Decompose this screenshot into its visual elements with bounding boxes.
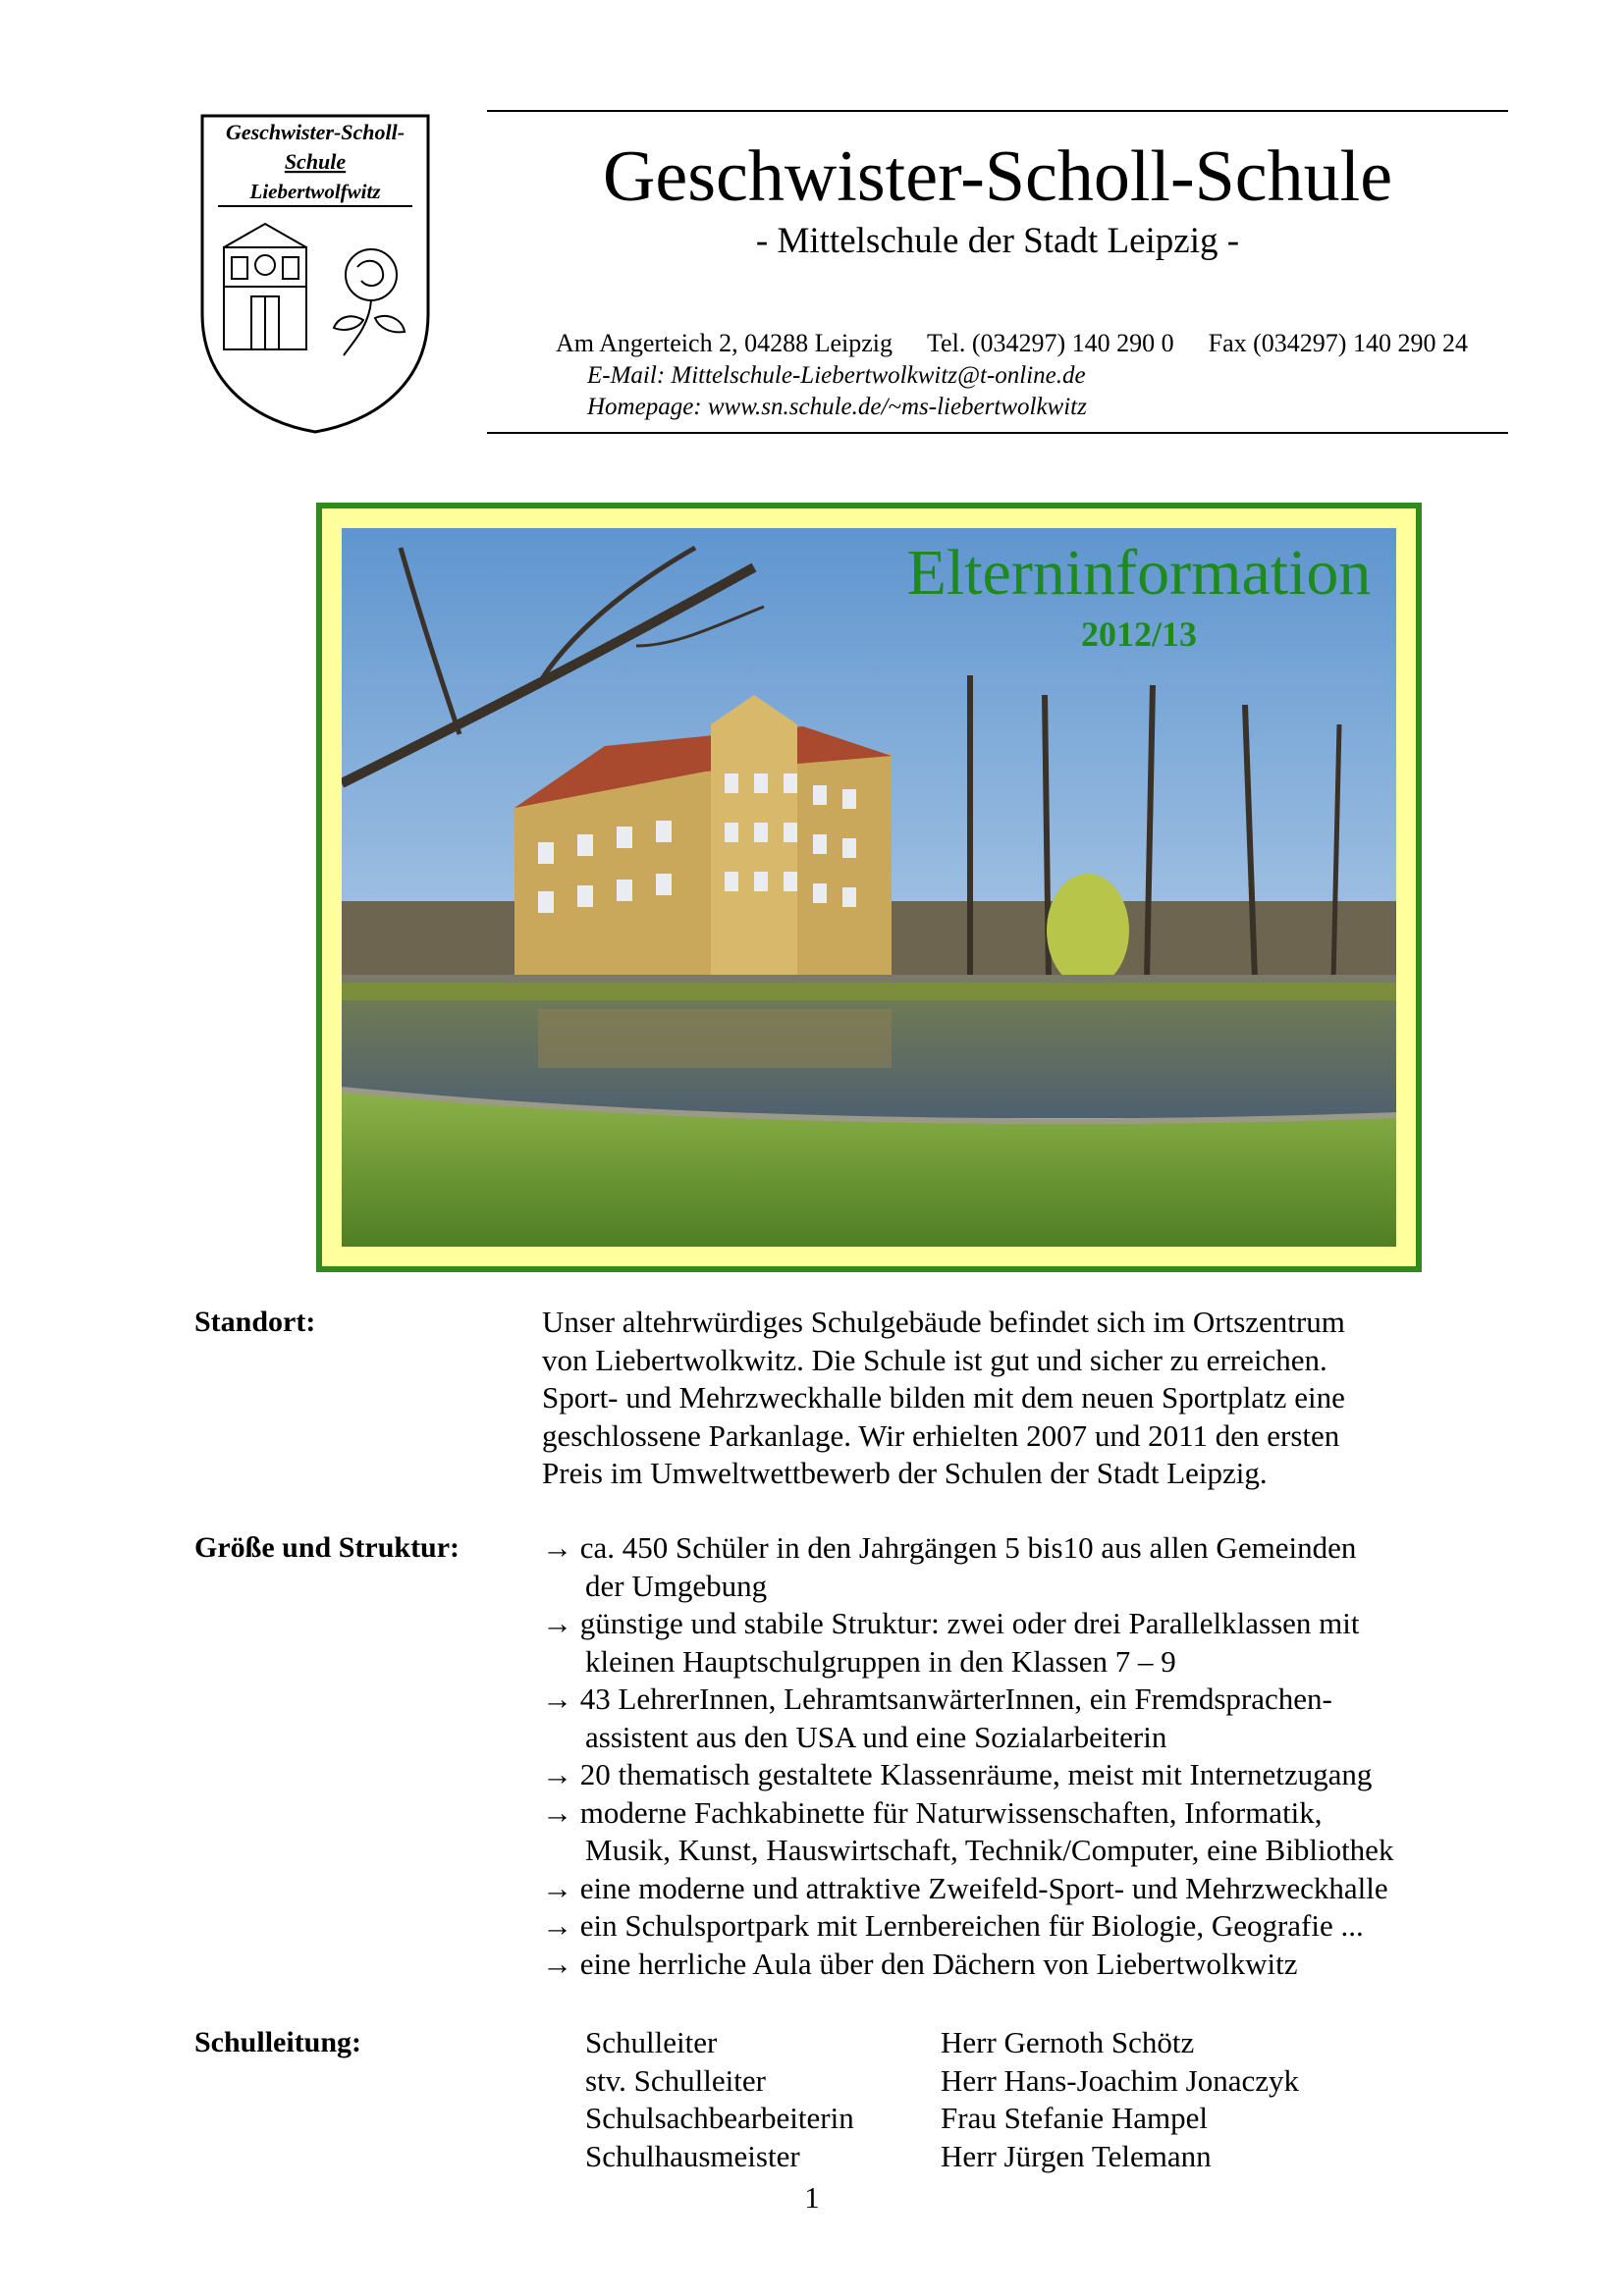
- table-row: [585, 2100, 1299, 2138]
- page-number: 1: [804, 2180, 820, 2215]
- header-rule-bottom: [487, 432, 1508, 434]
- name-cell: Herr Jürgen Telemann: [941, 2138, 1212, 2173]
- school-crest-logo: [196, 110, 434, 436]
- standort-text: [542, 1304, 1345, 1493]
- name-cell: Frau Stefanie Hampel: [941, 2101, 1209, 2135]
- table-row: [585, 2062, 1299, 2101]
- role-cell: Schulsachbearbeiterin: [585, 2101, 854, 2135]
- name-cell: Herr Hans-Joachim Jonaczyk: [941, 2062, 1299, 2098]
- struktur-item: → 20 thematisch gestaltete Klassenräume, meist mit Internetzugang: [542, 1757, 1373, 1791]
- struktur-item: → ein Schulsportpark mit Lernbereichen für Biologie, Geografie ...: [542, 1908, 1364, 1943]
- schulleitung-label: Schulleitung:: [194, 2026, 362, 2058]
- school-name: Geschwister-Scholl-Schule: [602, 136, 1393, 217]
- crest-text-3: Liebertwolfwitz: [249, 180, 381, 203]
- header-rule-top: [487, 110, 1508, 112]
- struktur-item: → 43 LehrerInnen, LehramtsanwärterInnen, ein Fremdsprachen-: [542, 1682, 1332, 1716]
- telephone: Tel. (034297) 140 290 0: [926, 329, 1174, 357]
- standort-line: von Liebertwolkwitz. Die Schule ist gut und sicher zu erreichen.: [542, 1342, 1327, 1377]
- table-row: [585, 2024, 1299, 2062]
- standort-label: Standort:: [194, 1306, 316, 1338]
- crest-text-2: Schule: [284, 149, 347, 174]
- cover-title: Elterninformation: [906, 537, 1372, 609]
- school-subtitle: - Mittelschule der Stadt Leipzig -: [755, 221, 1240, 261]
- standort-line: geschlossene Parkanlage. Wir erhielten 2007 und 2011 den ersten: [542, 1417, 1340, 1453]
- homepage: Homepage: www.sn.schule.de/~ms-liebertwolkwitz: [587, 394, 1087, 420]
- struktur-item-continuation: kleinen Hauptschulgruppen in den Klassen 7 – 9: [585, 1643, 1176, 1679]
- role-cell: Schulleiter: [585, 2025, 718, 2059]
- role-cell: Schulhausmeister: [585, 2138, 800, 2173]
- schulleitung-table: [585, 2024, 1299, 2175]
- address: Am Angerteich 2, 04288 Leipzig: [556, 329, 893, 357]
- struktur-item-continuation: Musik, Kunst, Hauswirtschaft, Technik/Computer, eine Bibliothek: [585, 1833, 1394, 1867]
- struktur-item: → eine moderne und attraktive Zweifeld-Sport- und Mehrzweckhalle: [542, 1870, 1388, 1905]
- fax: Fax (034297) 140 290 24: [1208, 329, 1468, 357]
- struktur-item-continuation: assistent aus den USA und eine Sozialarbeiterin: [585, 1719, 1167, 1754]
- struktur-label: Größe und Struktur:: [194, 1531, 460, 1564]
- role-cell: stv. Schulleiter: [585, 2062, 766, 2098]
- struktur-item: → eine herrliche Aula über den Dächern von Liebertwolkwitz: [542, 1946, 1298, 1981]
- name-cell: Herr Gernoth Schötz: [941, 2025, 1195, 2059]
- struktur-item: → günstige und stabile Struktur: zwei oder drei Parallelklassen mit: [542, 1606, 1360, 1640]
- standort-line: Preis im Umweltwettbewerb der Schulen der Stadt Leipzig.: [542, 1456, 1268, 1490]
- struktur-item-continuation: der Umgebung: [585, 1568, 768, 1603]
- email: E-Mail: Mittelschule-Liebertwolkwitz@t-online.de: [587, 362, 1086, 389]
- standort-line: Unser altehrwürdiges Schulgebäude befindet sich im Ortszentrum: [542, 1305, 1345, 1339]
- struktur-item: → ca. 450 Schüler in den Jahrgängen 5 bis10 aus allen Gemeinden: [542, 1530, 1357, 1565]
- cover-year: 2012/13: [1080, 614, 1197, 654]
- struktur-list: [542, 1529, 1393, 1983]
- struktur-item: → moderne Fachkabinette für Naturwissenschaften, Informatik,: [542, 1794, 1323, 1830]
- table-row: [585, 2138, 1299, 2176]
- contact-line: [556, 328, 1468, 359]
- crest-text-1: Geschwister-Scholl-: [225, 120, 406, 144]
- standort-line: Sport- und Mehrzweckhalle bilden mit dem neuen Sportplatz eine: [542, 1380, 1345, 1415]
